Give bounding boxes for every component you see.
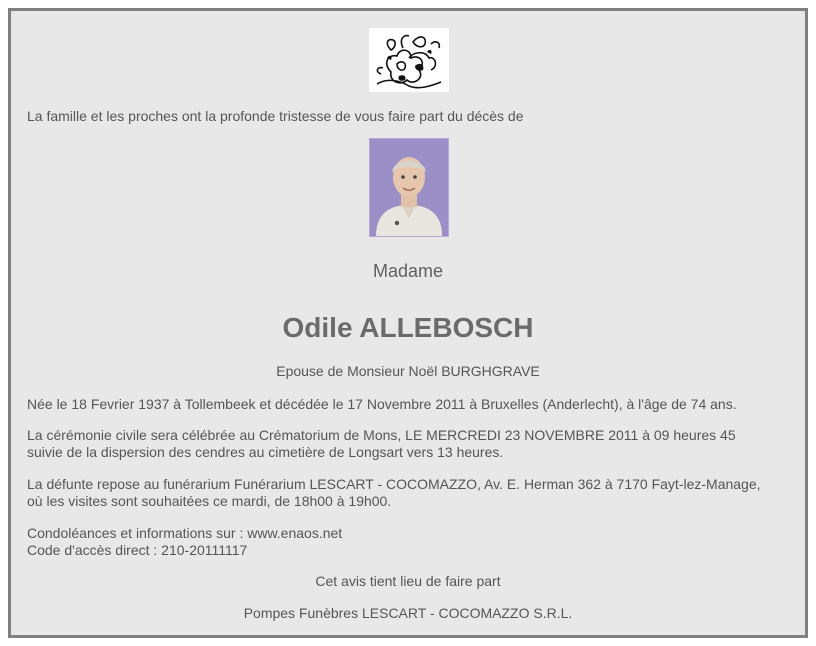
ceremony-line: suivie de la dispersion des cendres au cimetière de Longsart vers 13 heures. <box>27 444 504 460</box>
intro-text: La famille et les proches ont la profonde tristesse de vous faire part du décès de <box>27 108 524 124</box>
honorific-title: Madame <box>372 261 444 281</box>
deceased-name: Odile ALLEBOSCH <box>282 312 534 343</box>
ceremony-line: La cérémonie civile sera célébrée au Crématorium de Mons, LE MERCREDI 23 NOVEMBRE 2011 à 09 heures 45 <box>27 427 736 443</box>
obituary-card <box>8 8 808 638</box>
repose-line: La défunte repose au funérarium Funérarium LESCART - COCOMAZZO, Av. E. Herman 362 à 7170 Fayt-lez-Manage, <box>27 476 761 492</box>
portrait-photo <box>369 138 449 237</box>
condolences-text <box>27 525 797 559</box>
birth-death-text: Née le 18 Fevrier 1937 à Tollembeek et décédée le 17 Novembre 2011 à Bruxelles (Anderlecht), à l'âge de 74 ans. <box>27 396 737 412</box>
flower-drawing-icon <box>369 28 449 92</box>
condolences-line: Condoléances et informations sur : www.enaos.net <box>27 525 343 541</box>
funeral-home-name: Pompes Funèbres LESCART - COCOMAZZO S.R.L. <box>243 605 573 621</box>
notice-text: Cet avis tient lieu de faire part <box>315 573 501 589</box>
repose-line: où les visites sont souhaitées ce mardi, de 18h00 à 19h00. <box>27 493 392 509</box>
repose-text <box>27 476 797 510</box>
access-code-line: Code d'accès direct : 210-20111117 <box>27 542 248 558</box>
ceremony-text <box>27 427 797 461</box>
spouse-text: Epouse de Monsieur Noël BURGHGRAVE <box>276 363 540 379</box>
